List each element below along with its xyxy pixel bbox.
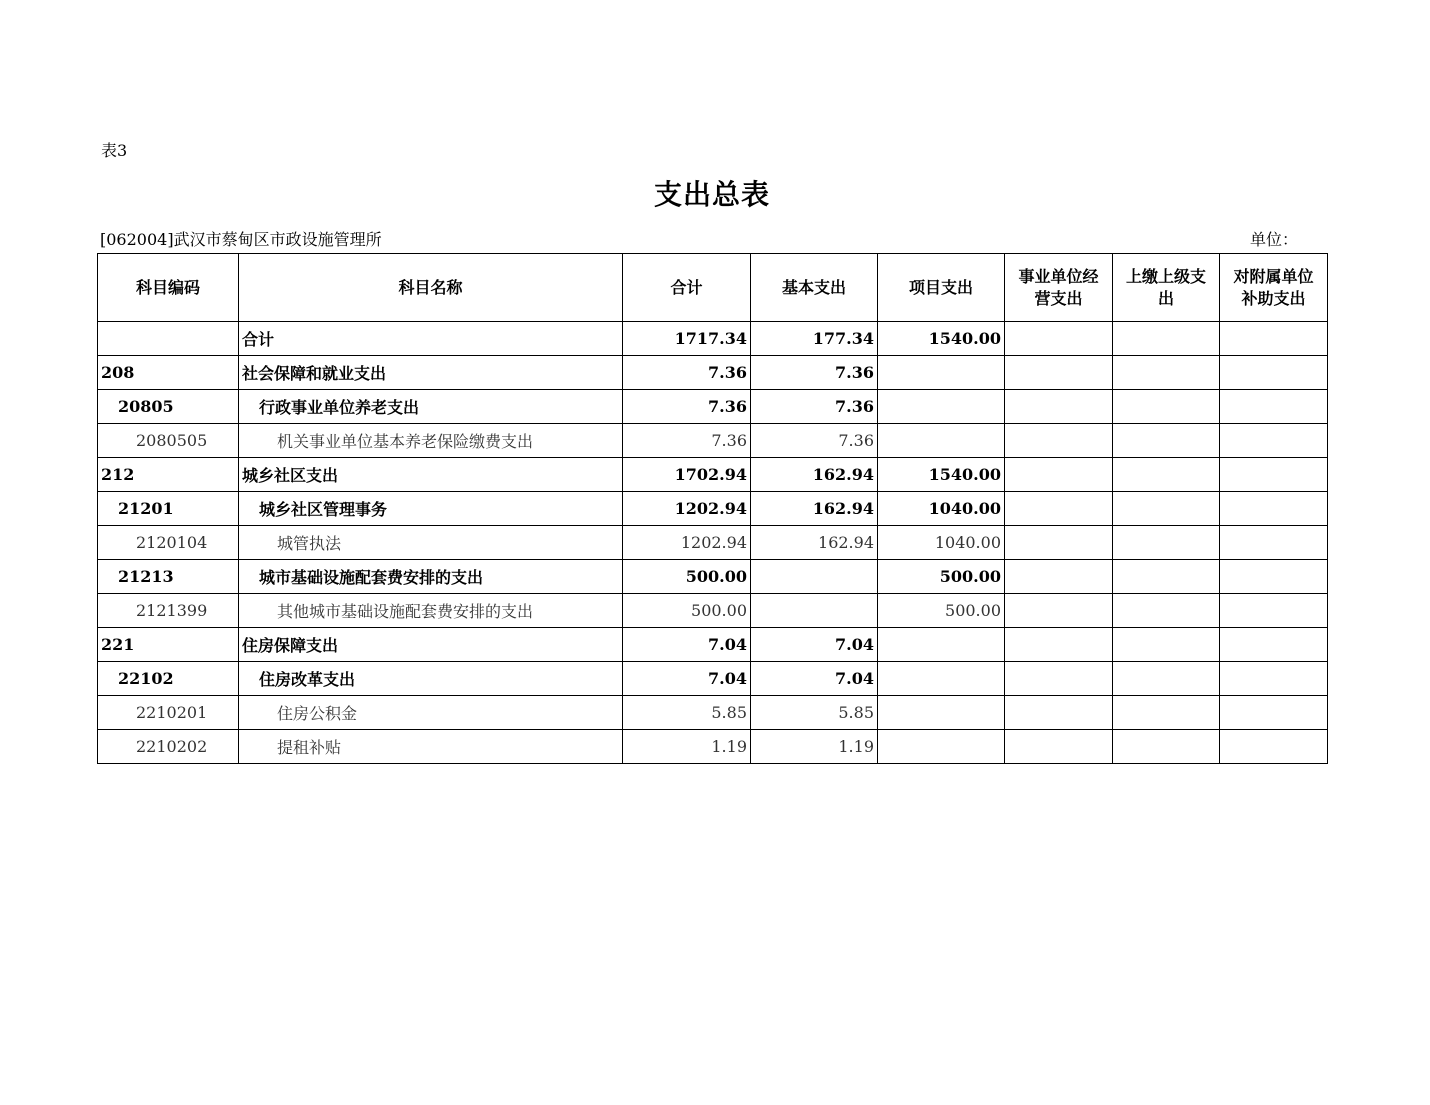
business-expenditure-cell xyxy=(1005,424,1113,458)
subject-name-cell: 其他城市基础设施配套费安排的支出 xyxy=(239,594,623,628)
subsidiary-subsidy-cell xyxy=(1220,628,1328,662)
total-cell: 1202.94 xyxy=(623,526,751,560)
subject-name-cell: 住房保障支出 xyxy=(239,628,623,662)
table-row xyxy=(98,390,1328,424)
subject-code-cell: 208 xyxy=(98,356,239,390)
total-cell: 7.04 xyxy=(623,662,751,696)
basic-expenditure-cell: 5.85 xyxy=(751,696,878,730)
basic-expenditure-cell: 7.36 xyxy=(751,424,878,458)
table-row xyxy=(98,424,1328,458)
upper-payment-cell xyxy=(1113,390,1220,424)
business-expenditure-cell xyxy=(1005,560,1113,594)
total-cell: 7.36 xyxy=(623,356,751,390)
subsidiary-subsidy-cell xyxy=(1220,526,1328,560)
total-cell: 7.36 xyxy=(623,424,751,458)
total-cell: 1702.94 xyxy=(623,458,751,492)
page-title: 支出总表 xyxy=(653,178,770,211)
project-expenditure-cell xyxy=(878,390,1005,424)
table-row xyxy=(98,322,1328,356)
subject-code-cell: 22102 xyxy=(98,662,239,696)
header-subsidiary-subsidy: 对附属单位补助支出 xyxy=(1220,254,1328,322)
subject-name-cell: 住房公积金 xyxy=(239,696,623,730)
header-total: 合计 xyxy=(623,254,751,322)
table-row xyxy=(98,560,1328,594)
subject-code-cell: 2121399 xyxy=(98,594,239,628)
project-expenditure-cell: 500.00 xyxy=(878,560,1005,594)
business-expenditure-cell xyxy=(1005,662,1113,696)
table-number: 表3 xyxy=(101,141,128,160)
table-row xyxy=(98,458,1328,492)
subject-name-cell: 城管执法 xyxy=(239,526,623,560)
basic-expenditure-cell: 162.94 xyxy=(751,458,878,492)
subject-name-cell: 住房改革支出 xyxy=(239,662,623,696)
upper-payment-cell xyxy=(1113,696,1220,730)
table-row xyxy=(98,696,1328,730)
subject-code-cell: 21201 xyxy=(98,492,239,526)
subject-name-cell: 社会保障和就业支出 xyxy=(239,356,623,390)
business-expenditure-cell xyxy=(1005,594,1113,628)
business-expenditure-cell xyxy=(1005,356,1113,390)
table-body xyxy=(98,322,1328,764)
upper-payment-cell xyxy=(1113,730,1220,764)
subject-code-cell: 212 xyxy=(98,458,239,492)
subject-code-cell: 2210202 xyxy=(98,730,239,764)
unit-label: 单位： xyxy=(1250,230,1299,249)
subsidiary-subsidy-cell xyxy=(1220,696,1328,730)
total-cell: 5.85 xyxy=(623,696,751,730)
header-business-expenditure: 事业单位经营支出 xyxy=(1005,254,1113,322)
table-row xyxy=(98,628,1328,662)
subject-code-cell: 221 xyxy=(98,628,239,662)
subsidiary-subsidy-cell xyxy=(1220,560,1328,594)
subject-code-cell: 21213 xyxy=(98,560,239,594)
total-cell: 7.36 xyxy=(623,390,751,424)
basic-expenditure-cell: 162.94 xyxy=(751,492,878,526)
subsidiary-subsidy-cell xyxy=(1220,424,1328,458)
project-expenditure-cell: 1540.00 xyxy=(878,322,1005,356)
table-row xyxy=(98,594,1328,628)
subsidiary-subsidy-cell xyxy=(1220,390,1328,424)
project-expenditure-cell xyxy=(878,356,1005,390)
subsidiary-subsidy-cell xyxy=(1220,492,1328,526)
basic-expenditure-cell: 7.04 xyxy=(751,662,878,696)
basic-expenditure-cell: 7.36 xyxy=(751,356,878,390)
subsidiary-subsidy-cell xyxy=(1220,356,1328,390)
basic-expenditure-cell: 1.19 xyxy=(751,730,878,764)
upper-payment-cell xyxy=(1113,560,1220,594)
project-expenditure-cell xyxy=(878,696,1005,730)
subject-name-cell: 城乡社区支出 xyxy=(239,458,623,492)
business-expenditure-cell xyxy=(1005,458,1113,492)
upper-payment-cell xyxy=(1113,458,1220,492)
expenditure-table xyxy=(97,253,1328,764)
header-project-expenditure: 项目支出 xyxy=(878,254,1005,322)
upper-payment-cell xyxy=(1113,594,1220,628)
upper-payment-cell xyxy=(1113,424,1220,458)
upper-payment-cell xyxy=(1113,526,1220,560)
table-header-row xyxy=(98,254,1328,322)
subject-code-cell: 2080505 xyxy=(98,424,239,458)
project-expenditure-cell: 1540.00 xyxy=(878,458,1005,492)
subject-name-cell: 提租补贴 xyxy=(239,730,623,764)
subject-code-cell: 2120104 xyxy=(98,526,239,560)
table-row xyxy=(98,492,1328,526)
business-expenditure-cell xyxy=(1005,390,1113,424)
upper-payment-cell xyxy=(1113,322,1220,356)
header-basic-expenditure: 基本支出 xyxy=(751,254,878,322)
project-expenditure-cell xyxy=(878,628,1005,662)
business-expenditure-cell xyxy=(1005,322,1113,356)
subsidiary-subsidy-cell xyxy=(1220,730,1328,764)
basic-expenditure-cell: 7.04 xyxy=(751,628,878,662)
project-expenditure-cell xyxy=(878,662,1005,696)
total-cell: 1717.34 xyxy=(623,322,751,356)
basic-expenditure-cell: 7.36 xyxy=(751,390,878,424)
total-cell: 500.00 xyxy=(623,560,751,594)
project-expenditure-cell xyxy=(878,730,1005,764)
table-row xyxy=(98,730,1328,764)
upper-payment-cell xyxy=(1113,628,1220,662)
subject-code-cell: 2210201 xyxy=(98,696,239,730)
upper-payment-cell xyxy=(1113,662,1220,696)
business-expenditure-cell xyxy=(1005,492,1113,526)
subject-name-cell: 合计 xyxy=(239,322,623,356)
upper-payment-cell xyxy=(1113,492,1220,526)
basic-expenditure-cell xyxy=(751,594,878,628)
business-expenditure-cell xyxy=(1005,730,1113,764)
subject-name-cell: 行政事业单位养老支出 xyxy=(239,390,623,424)
total-cell: 1202.94 xyxy=(623,492,751,526)
subsidiary-subsidy-cell xyxy=(1220,322,1328,356)
header-subject-code: 科目编码 xyxy=(98,254,239,322)
basic-expenditure-cell: 177.34 xyxy=(751,322,878,356)
basic-expenditure-cell: 162.94 xyxy=(751,526,878,560)
total-cell: 500.00 xyxy=(623,594,751,628)
subject-name-cell: 城乡社区管理事务 xyxy=(239,492,623,526)
subject-name-cell: 机关事业单位基本养老保险缴费支出 xyxy=(239,424,623,458)
header-subject-name: 科目名称 xyxy=(239,254,623,322)
business-expenditure-cell xyxy=(1005,526,1113,560)
basic-expenditure-cell xyxy=(751,560,878,594)
table-row xyxy=(98,356,1328,390)
table-row xyxy=(98,662,1328,696)
total-cell: 7.04 xyxy=(623,628,751,662)
subsidiary-subsidy-cell xyxy=(1220,594,1328,628)
subsidiary-subsidy-cell xyxy=(1220,458,1328,492)
subject-code-cell xyxy=(98,322,239,356)
organization-label: [062004]武汉市蔡甸区市政设施管理所 xyxy=(100,230,382,249)
project-expenditure-cell: 500.00 xyxy=(878,594,1005,628)
total-cell: 1.19 xyxy=(623,730,751,764)
header-upper-payment: 上缴上级支出 xyxy=(1113,254,1220,322)
project-expenditure-cell: 1040.00 xyxy=(878,492,1005,526)
subsidiary-subsidy-cell xyxy=(1220,662,1328,696)
business-expenditure-cell xyxy=(1005,628,1113,662)
table-row xyxy=(98,526,1328,560)
business-expenditure-cell xyxy=(1005,696,1113,730)
upper-payment-cell xyxy=(1113,356,1220,390)
project-expenditure-cell xyxy=(878,424,1005,458)
subject-code-cell: 20805 xyxy=(98,390,239,424)
project-expenditure-cell: 1040.00 xyxy=(878,526,1005,560)
subject-name-cell: 城市基础设施配套费安排的支出 xyxy=(239,560,623,594)
